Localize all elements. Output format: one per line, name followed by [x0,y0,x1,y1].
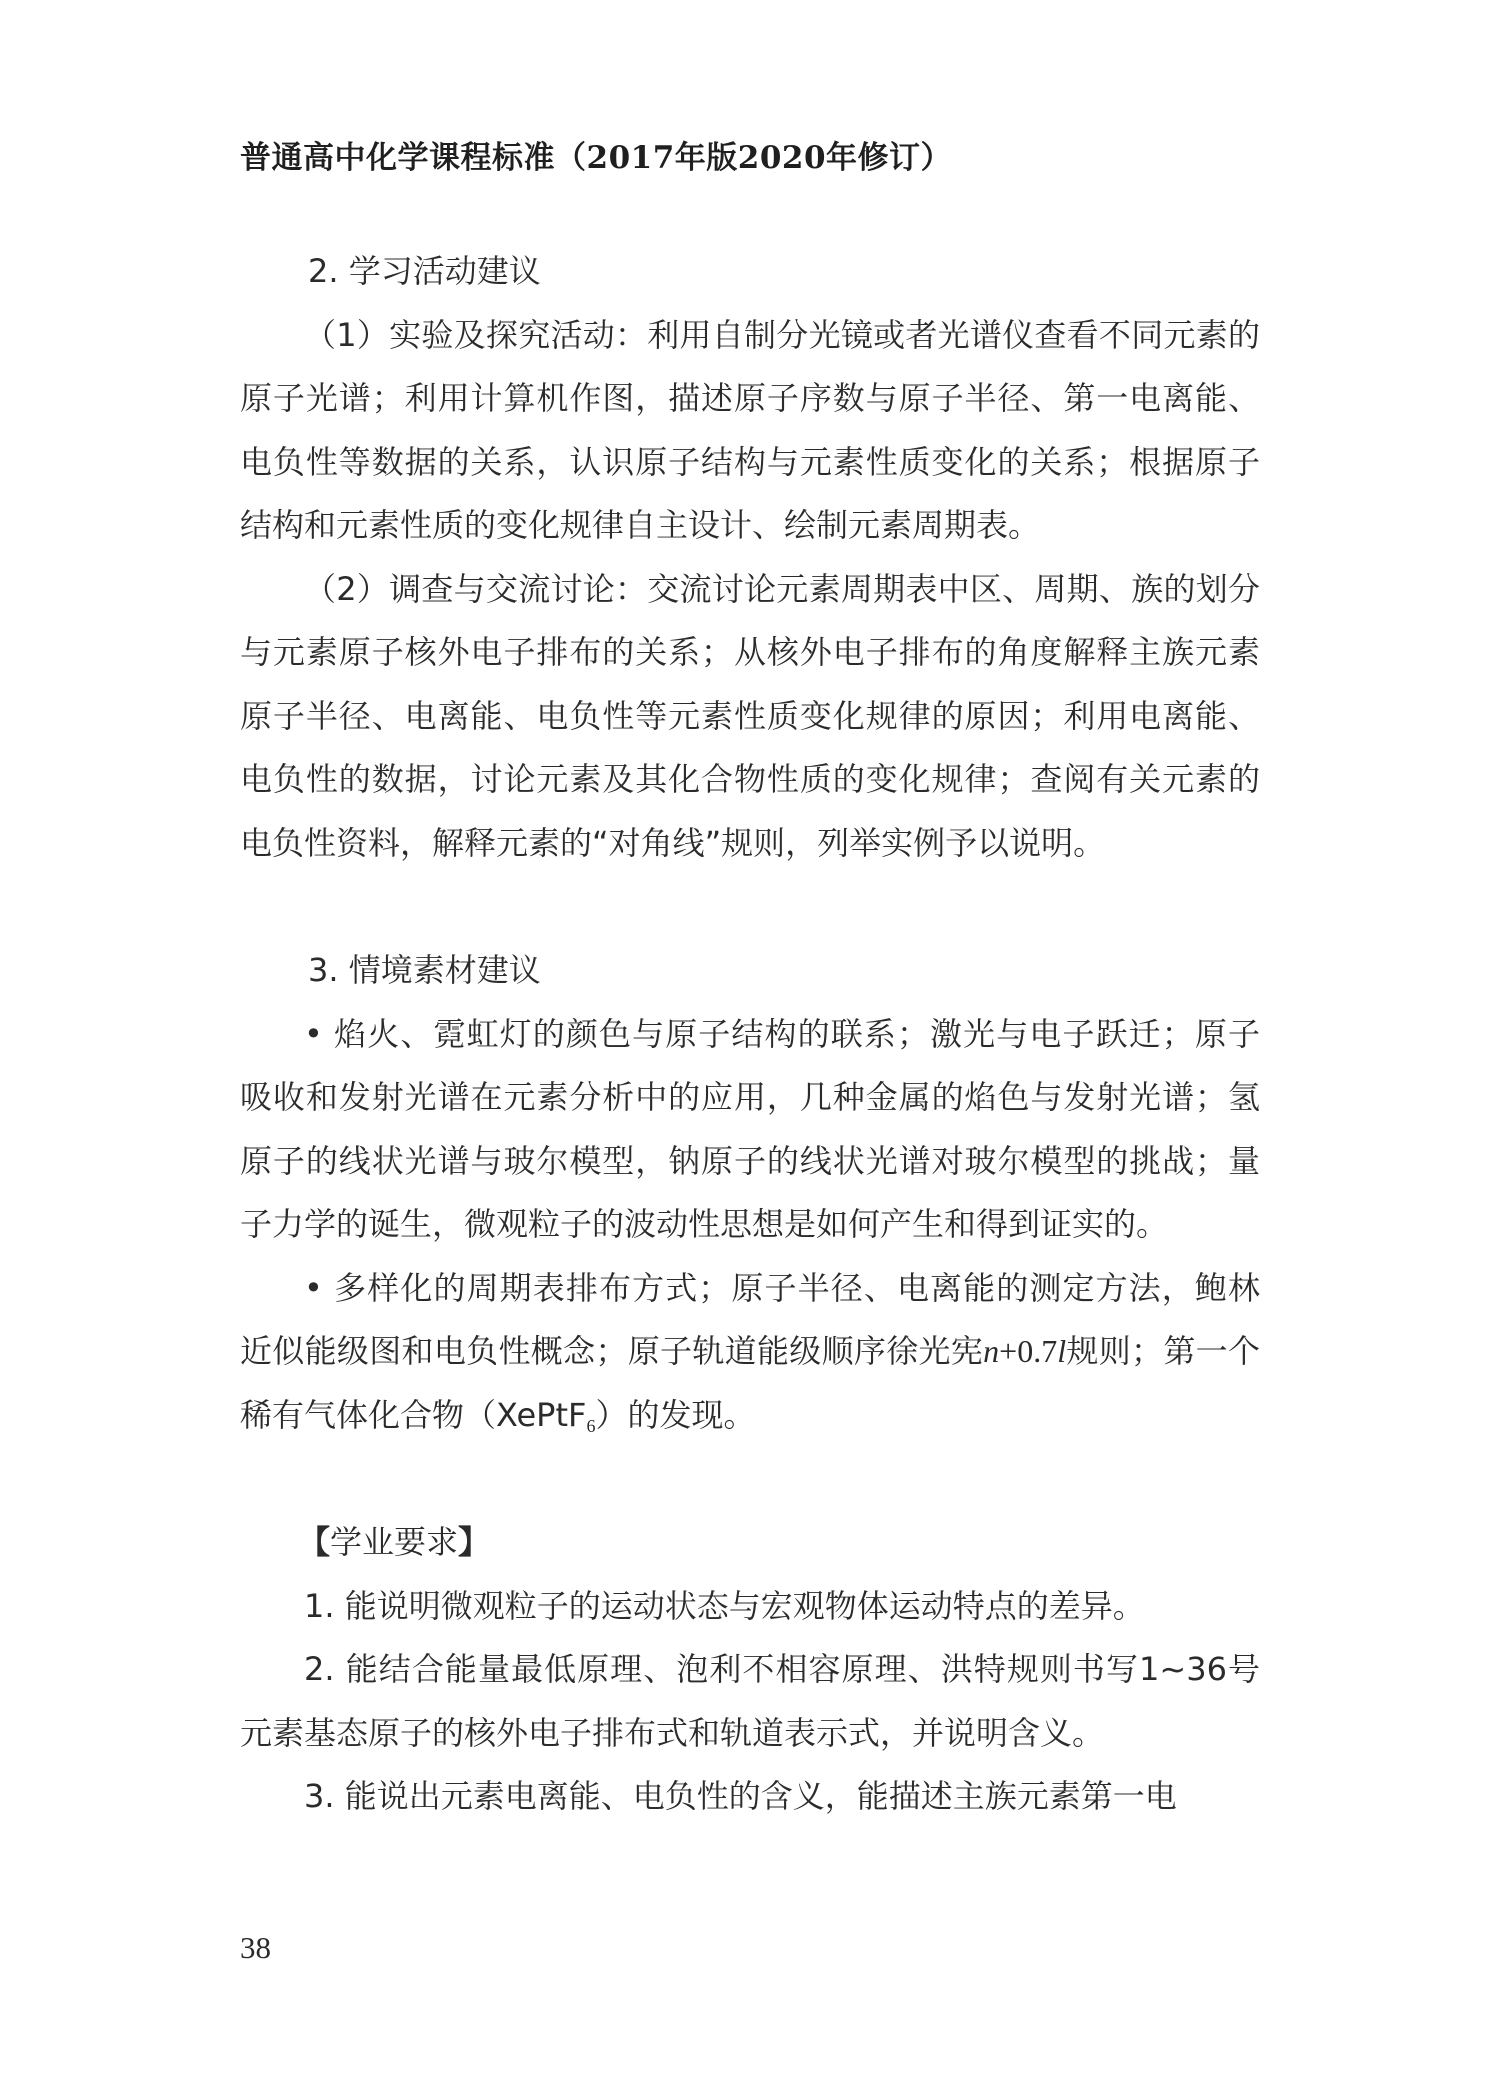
bullet-dot-icon: • [304,1014,323,1053]
requirements-label: 学业要求 [330,1523,459,1561]
bullet-dot-icon: • [304,1268,323,1307]
bullet-text-part: ）的发现。 [595,1395,756,1434]
page-body [240,240,1260,1829]
paragraph-survey-discussion: （2）调查与交流讨论：交流讨论元素周期表中区、周期、族的划分与元素原子核外电子排布的关系；从核外电子排布的角度解释主族元素原子半径、电离能、电负性等元素性质变化规律的原因；利用电离能、电负性的数据，讨论元素及其化合物性质的变化规律；查阅有关元素的电负性资料，解释元素的“对角线”规则，列举实例予以说明。 [240,569,1260,862]
section-heading-context-materials: 3. 情境素材建议 [308,951,541,989]
bracket-open: 【 [298,1523,331,1561]
formula-n: n [983,1333,1000,1369]
bullet-text: 焰火、霓虹灯的颜色与原子结构的联系；激光与电子跃迁；原子吸收和发射光谱在元素分析中的应用，几种金属的焰色与发射光谱；氢原子的线状光谱与玻尔模型，钠原子的线状光谱对玻尔模型的挑战；量子力学的诞生，微观粒子的波动性思想是如何产生和得到证实的。 [240,1014,1260,1243]
section-heading-learning-activities: 2. 学习活动建议 [308,252,541,290]
bracket-close: 】 [458,1523,491,1561]
requirement-item-3: 3. 能说出元素电离能、电负性的含义，能描述主族元素第一电 [304,1777,1177,1815]
section-heading-academic-requirements [240,1511,1260,1575]
formula-l: l [1057,1333,1067,1369]
paragraph-experiment-inquiry: （1）实验及探究活动：利用自制分光镜或者光谱仪查看不同元素的原子光谱；利用计算机作图，描述原子序数与原子半径、第一电离能、电负性等数据的关系，认识原子结构与元素性质变化的关系；根据原子结构和元素性质的变化规律自主设计、绘制元素周期表。 [240,315,1260,544]
bullet-text-part: 多样化的周期表排布方式；原子半径、电离能的测定方法，鲍林近似能级图和电负性概念；原子轨道能级顺序徐光宪 [240,1268,1260,1370]
bullet-item-flame-colors [240,1003,1260,1257]
formula-subscript: 6 [586,1415,596,1436]
running-header: 普通高中化学课程标准（2017年版2020年修订） [240,140,953,176]
bullet-text-part: 规则；第一个稀有气体化合物（XePtF [240,1332,1260,1434]
bullet-item-periodic-table [240,1257,1260,1448]
formula-coefficient: +0.7 [999,1333,1058,1369]
requirement-item-1: 1. 能说明微观粒子的运动状态与宏观物体运动特点的差异。 [304,1586,1145,1625]
page-number: 38 [240,1930,271,1965]
requirement-item-2: 2. 能结合能量最低原理、泡利不相容原理、洪特规则书写1~36号元素基态原子的核外电子排布式和轨道表示式，并说明含义。 [240,1650,1260,1752]
